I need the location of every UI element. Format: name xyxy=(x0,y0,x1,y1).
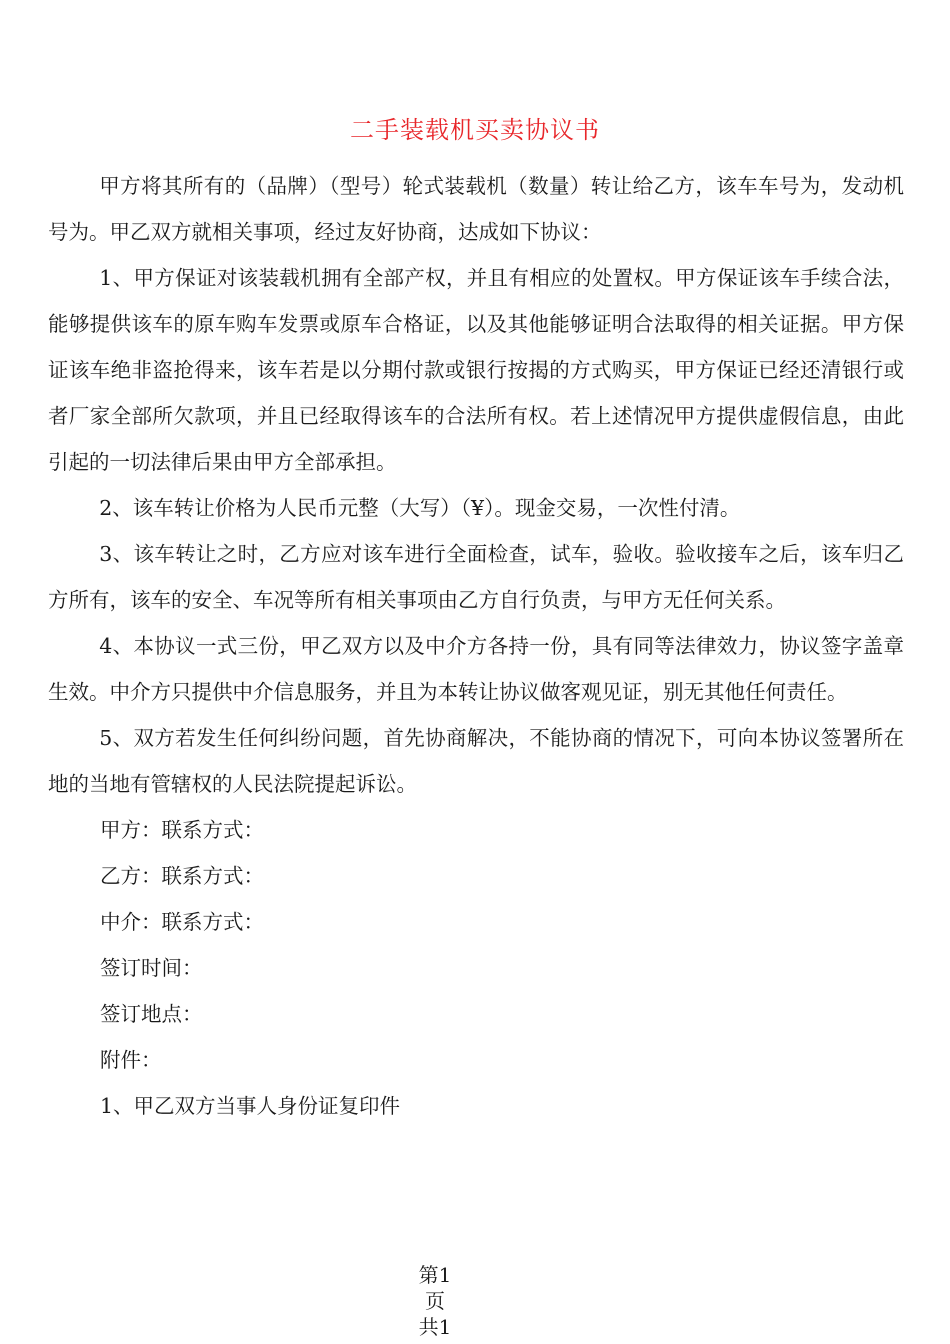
page-number: 第1 xyxy=(418,1263,452,1287)
attachments-label: 附件： xyxy=(100,1048,162,1072)
page-total: 共1 xyxy=(418,1315,452,1339)
clause-4: 4、本协议一式三份，甲乙双方以及中介方各持一份，具有同等法律效力，协议签字盖章生效。中介方只提供中介信息服务，并且为本转让协议做客观见证，别无其他任何责任。 xyxy=(48,634,904,704)
document-title: 二手装载机买卖协议书 xyxy=(350,116,600,144)
party-b-contact: 乙方：联系方式： xyxy=(100,864,264,888)
clause-1: 1、甲方保证对该装载机拥有全部产权，并且有相应的处置权。甲方保证该车手续合法，能够提供该车的原车购车发票或原车合格证，以及其他能够证明合法取得的相关证据。甲方保证该车绝非盗抢得来，该车若是以分期付款或银行按揭的方式购买，甲方保证已经还清银行或者厂家全部所欠款项，并且已经取得该车的合法所有权。若上述情况甲方提供虚假信息，由此引起的一切法律后果由甲方全部承担。 xyxy=(48,266,904,474)
signing-date: 签订时间： xyxy=(100,956,203,980)
page-label: 页 xyxy=(425,1289,445,1313)
clause-3: 3、该车转让之时，乙方应对该车进行全面检查，试车，验收。验收接车之后，该车归乙方所有，该车的安全、车况等所有相关事项由乙方自行负责，与甲方无任何关系。 xyxy=(48,542,904,612)
party-a-contact: 甲方：联系方式： xyxy=(100,818,264,842)
clause-5: 5、双方若发生任何纠纷问题，首先协商解决，不能协商的情况下，可向本协议签署所在地的当地有管辖权的人民法院提起诉讼。 xyxy=(48,726,904,796)
attachment-item-1: 1、甲乙双方当事人身份证复印件 xyxy=(100,1094,401,1118)
clause-2: 2、该车转让价格为人民币元整（大写）（¥）。现金交易，一次性付清。 xyxy=(99,496,741,520)
intro-paragraph: 甲方将其所有的（品牌）（型号）轮式装载机（数量）转让给乙方，该车车号为，发动机号为。甲乙双方就相关事项，经过友好协商，达成如下协议： xyxy=(48,174,904,244)
document-body xyxy=(48,163,904,1129)
intermediary-contact: 中介：联系方式： xyxy=(100,910,264,934)
signing-place: 签订地点： xyxy=(100,1002,203,1026)
page-footer xyxy=(400,1262,470,1340)
